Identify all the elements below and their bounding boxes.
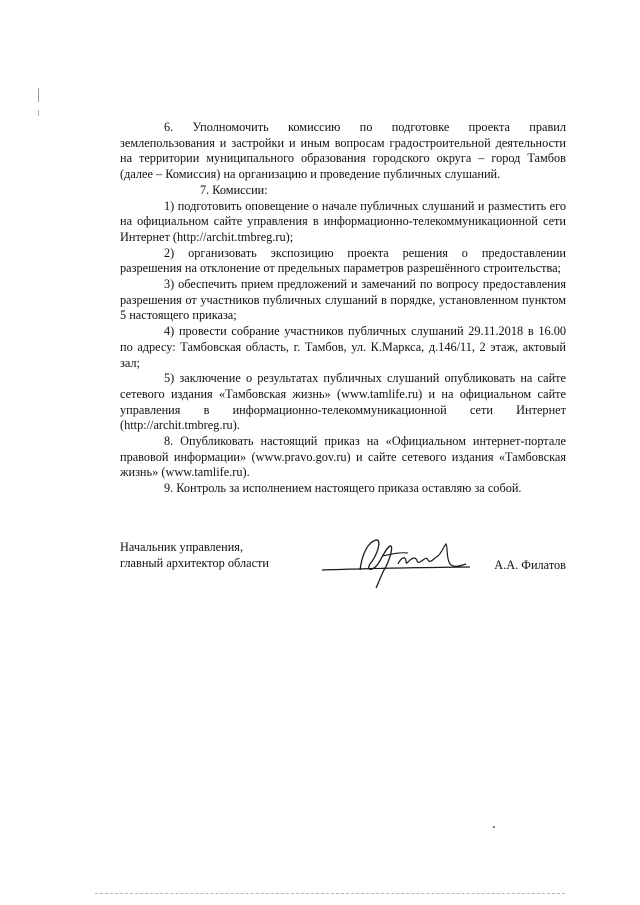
scan-edge-line (95, 893, 565, 894)
paragraph-item-7: 7. Комиссии: (200, 182, 268, 197)
signer-title (120, 540, 340, 571)
scan-speck (493, 826, 495, 828)
margin-mark (38, 110, 39, 116)
paragraph-item-8: 8. Опубликовать настоящий приказ на «Официальном интернет-портале правовой информации» (www.pravo.gov.ru) и сайте сетевого издания «Тамбовская жизнь» (www.tamlife.ru). (120, 434, 566, 480)
document-body (120, 120, 566, 497)
margin-mark (38, 88, 39, 102)
handwritten-signature (320, 534, 480, 590)
paragraph-subitem-2: 2) организовать экспозицию проекта решения о предоставлении разрешения на отклонение от предельных параметров разрешённого строительства; (120, 245, 566, 276)
paragraph-item-6: 6. Уполномочить комиссию по подготовке проекта правил землепользования и застройки и иным вопросам градостроительной деятельности на территории муниципального образования городского округа – город Тамбов (далее – Комиссия) на организацию и проведение публичных слушаний. (120, 120, 566, 182)
paragraph-subitem-1: 1) подготовить оповещение о начале публичных слушаний и разместить его на официальном сайте управления в информационно-телекоммуникационной сети Интернет (http://archit.tmbreg.ru); (120, 198, 566, 244)
signer-title-line-2: главный архитектор области (120, 555, 269, 570)
paragraph-subitem-3: 3) обеспечить прием предложений и замечаний по вопросу предоставления разрешения от участников публичных слушаний в порядке, установленном пунктом 5 настоящего приказа; (120, 277, 566, 323)
paragraph-item-9: 9. Контроль за исполнением настоящего приказа оставляю за собой. (164, 481, 522, 496)
paragraph-subitem-5: 5) заключение о результатах публичных слушаний опубликовать на сайте сетевого издания «Тамбовская жизнь» (www.tamlife.ru) и на официальном сайте управления в информационно-телекоммуникационной сети Интернет (http://archit.tmbreg.ru). (120, 371, 566, 433)
signer-title-line-1: Начальник управления, (120, 540, 244, 554)
signer-name: А.А. Филатов (494, 558, 566, 572)
paragraph-subitem-4: 4) провести собрание участников публичных слушаний 29.11.2018 в 16.00 по адресу: Тамбовская область, г. Тамбов, ул. К.Маркса, д.146/11, 2 этаж, актовый зал; (120, 324, 566, 370)
